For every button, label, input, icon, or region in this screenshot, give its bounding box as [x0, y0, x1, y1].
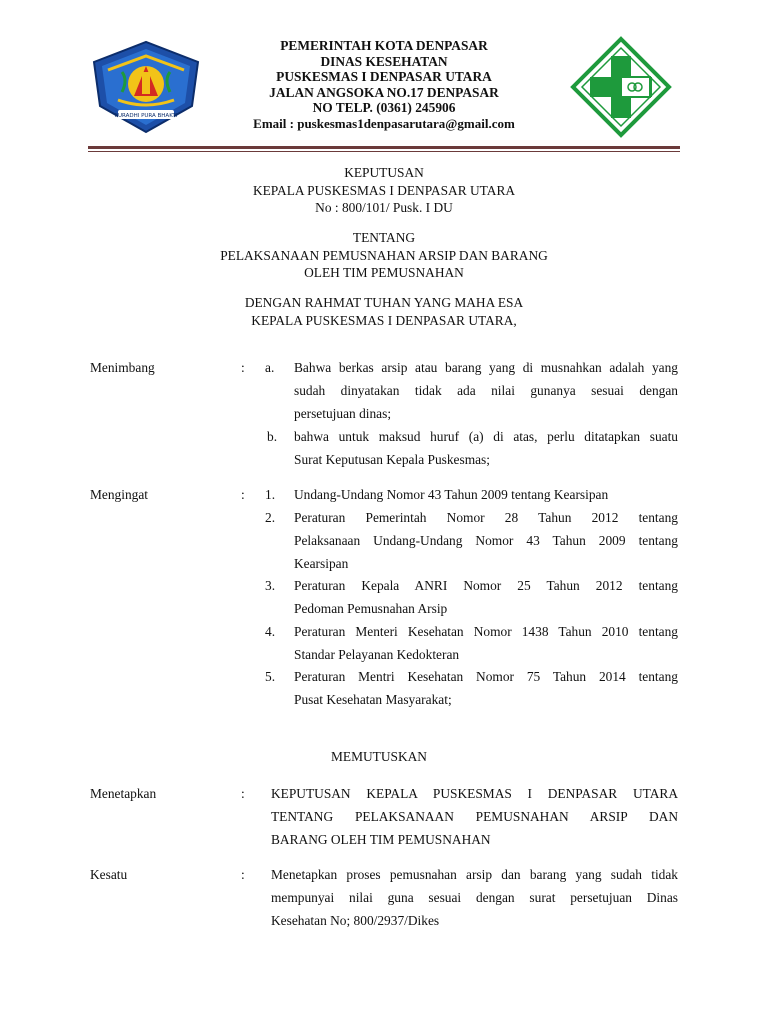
text-line: Kesehatan No; 800/2937/Dikes [271, 913, 440, 928]
preamble [88, 294, 680, 329]
letterhead-email: Email : puskesmas1denpasarutara@gmail.com [253, 115, 515, 131]
text-line: Pelaksanaan Undang-Undang Nomor 43 Tahun 2009 tentang [294, 533, 678, 548]
text-line: Kearsipan [294, 556, 349, 571]
text-line: Pedoman Pemusnahan Arsip [294, 601, 448, 616]
kesatu-text [271, 863, 678, 932]
item-marker: 5. [265, 669, 276, 684]
text-line: sudah dinyatakan tidak ada nilai gunanya sesuai dengan [294, 383, 678, 398]
mengingat-item-1 [294, 483, 678, 506]
menetapkan-colon: : [241, 786, 245, 801]
title-line: KEPALA PUSKESMAS I DENPASAR UTARA [252, 182, 516, 198]
title-line: KEPUTUSAN [344, 165, 424, 180]
mengingat-item-3 [294, 574, 678, 620]
item-marker: 3. [265, 578, 276, 593]
mengingat-label: Mengingat [90, 487, 149, 502]
item-marker: 4. [265, 624, 276, 639]
text-line: Bahwa berkas arsip atau barang yang di musnahkan adalah yang [294, 360, 678, 375]
letterhead-line: PUSKESMAS I DENPASAR UTARA [276, 69, 492, 85]
mengingat-item-5 [294, 665, 678, 711]
text-line: TENTANG PELAKSANAAN PEMUSNAHAN ARSIP DAN [271, 809, 678, 824]
mengingat-item-2 [294, 506, 678, 575]
text-line: KEPUTUSAN KEPALA PUSKESMAS I DENPASAR UTARA [271, 786, 678, 801]
menimbang-item-b [294, 425, 678, 471]
mengingat-colon: : [241, 487, 245, 502]
text-line: Standar Pelayanan Kedokteran [294, 647, 460, 662]
letterhead-rule-thin [88, 151, 680, 152]
menetapkan-text [271, 782, 678, 851]
item-marker: 1. [265, 487, 276, 502]
text-line: Peraturan Pemerintah Nomor 28 Tahun 2012 tentang [294, 510, 678, 525]
text-line: BARANG OLEH TIM PEMUSNAHAN [271, 832, 491, 847]
menimbang-colon: : [241, 360, 245, 375]
puskesmas-logo [570, 36, 672, 138]
letterhead [200, 38, 568, 132]
text-line: Surat Keputusan Kepala Puskesmas; [294, 452, 490, 467]
text-line: Pusat Kesehatan Masyarakat; [294, 692, 452, 707]
text-line: Peraturan Kepala ANRI Nomor 25 Tahun 2012 tentang [294, 578, 678, 593]
menimbang-item-a [294, 356, 678, 425]
text-line: Peraturan Mentri Kesehatan Nomor 75 Tahun 2014 tentang [294, 669, 678, 684]
text-line: Peraturan Menteri Kesehatan Nomor 1438 Tahun 2010 tentang [294, 624, 678, 639]
letterhead-line: NO TELP. (0361) 245906 [312, 100, 456, 116]
mengingat-item-4 [294, 620, 678, 666]
preamble-line: DENGAN RAHMAT TUHAN YANG MAHA ESA [244, 295, 524, 310]
decree-title [88, 164, 680, 217]
text-line: bahwa untuk maksud huruf (a) di atas, perlu ditatapkan suatu [294, 429, 678, 444]
kesatu-label: Kesatu [90, 867, 128, 882]
decree-subject [88, 229, 680, 282]
menimbang-label: Menimbang [90, 360, 155, 375]
subject-line: TENTANG [352, 230, 416, 245]
letterhead-line: DINAS KESEHATAN [320, 53, 448, 69]
subject-line: PELAKSANAAN PEMUSNAHAN ARSIP DAN BARANG [220, 247, 548, 263]
kesatu-colon: : [241, 867, 245, 882]
letterhead-rule-thick [88, 146, 680, 149]
item-marker: b. [267, 429, 278, 444]
subject-line: OLEH TIM PEMUSNAHAN [304, 265, 464, 280]
text-line: mempunyai nilai guna sesuai dengan surat persetujuan Dinas [271, 890, 678, 905]
text-line: Menetapkan proses pemusnahan arsip dan barang yang sudah tidak [271, 867, 678, 882]
text-line: Undang-Undang Nomor 43 Tahun 2009 tentang Kearsipan [294, 487, 609, 502]
decree-number: No : 800/101/ Pusk. I DU [315, 200, 453, 215]
menetapkan-label: Menetapkan [90, 786, 157, 801]
letterhead-line: JALAN ANGSOKA NO.17 DENPASAR [269, 84, 499, 100]
letterhead-line: PEMERINTAH KOTA DENPASAR [280, 38, 488, 53]
item-marker: a. [265, 360, 275, 375]
text-line: persetujuan dinas; [294, 406, 392, 421]
denpasar-city-crest-logo [88, 36, 204, 136]
crest-caption: PURADHI PURA BHAKTI [114, 113, 178, 119]
memutuskan-heading: MEMUTUSKAN [331, 749, 427, 764]
item-marker: 2. [265, 510, 276, 525]
preamble-line: KEPALA PUSKESMAS I DENPASAR UTARA, [251, 312, 517, 328]
